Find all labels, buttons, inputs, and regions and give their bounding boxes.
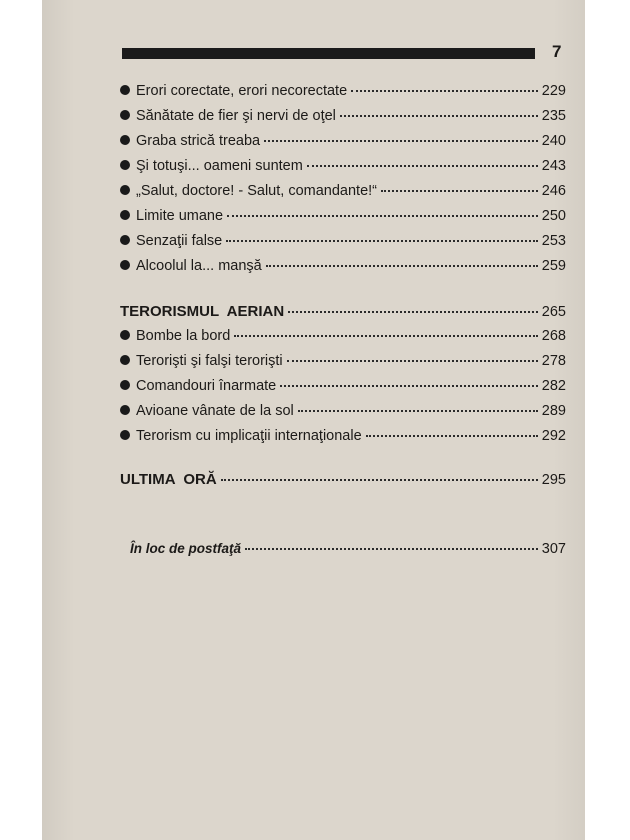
book-page [42, 0, 585, 840]
bullet-icon [120, 430, 130, 440]
dot-leader [266, 264, 538, 267]
bullet-icon [120, 85, 130, 95]
toc-entry-title: Terorism cu implicaţii internaţionale [136, 428, 362, 444]
toc-section [120, 471, 566, 495]
toc-entry-page: 259 [541, 258, 566, 274]
toc-entry [120, 403, 566, 425]
toc-entry-title: Erori corectate, erori necorectate [136, 83, 348, 99]
toc-entry-page: 235 [541, 108, 566, 124]
dot-leader [351, 89, 538, 92]
toc-entry-title: Avioane vânate de la sol [136, 403, 294, 419]
dot-leader [234, 334, 537, 337]
toc-entry-title: Sănătate de fier şi nervi de oţel [136, 108, 336, 124]
dot-leader [366, 434, 538, 437]
toc-entry [120, 83, 566, 105]
bullet-icon [120, 355, 130, 365]
bullet-icon [120, 185, 130, 195]
toc-entry-page: 253 [541, 233, 566, 249]
dot-leader [221, 478, 538, 481]
bullet-icon [120, 110, 130, 120]
toc-entry-page: 289 [541, 403, 566, 419]
toc-entry-page: 250 [541, 208, 566, 224]
toc-section-page: 265 [541, 304, 566, 320]
toc-entry [120, 428, 566, 450]
dot-leader [288, 310, 538, 313]
bullet-icon [120, 210, 130, 220]
toc-entry-title: Graba strică treaba [136, 133, 261, 149]
bullet-icon [120, 260, 130, 270]
toc-section-page: 295 [541, 472, 566, 488]
toc-section-title: ULTIMA ORĂ [120, 471, 217, 488]
bullet-icon [120, 160, 130, 170]
dot-leader [245, 547, 538, 550]
toc-section-title: TERORISMUL AERIAN [120, 303, 285, 320]
dot-leader [287, 359, 538, 362]
toc-entry-page: 240 [541, 133, 566, 149]
dot-leader [226, 239, 538, 242]
toc-entry-title: Alcoolul la... manşă [136, 258, 262, 274]
toc-entry-title: Terorişti şi falşi terorişti [136, 353, 283, 369]
dot-leader [264, 139, 538, 142]
toc-entry-page: 268 [541, 328, 566, 344]
toc-entry-page: 229 [541, 83, 566, 99]
toc-entry [120, 258, 566, 280]
toc-entry-title: Limite umane [136, 208, 224, 224]
bullet-icon [120, 235, 130, 245]
bullet-icon [120, 380, 130, 390]
toc-entry [120, 133, 566, 155]
toc-entry [120, 183, 566, 205]
toc-entry [120, 378, 566, 400]
toc-entry [120, 208, 566, 230]
toc-section [120, 303, 566, 327]
toc-entry-title: Bombe la bord [136, 328, 231, 344]
toc-postface-title: În loc de postfaţă [130, 541, 242, 556]
dot-leader [280, 384, 538, 387]
dot-leader [307, 164, 538, 167]
toc-entry [120, 328, 566, 350]
toc-entry-title: Comandouri înarmate [136, 378, 277, 394]
dot-leader [381, 189, 538, 192]
bullet-icon [120, 135, 130, 145]
dot-leader [298, 409, 538, 412]
dot-leader [340, 114, 538, 117]
toc-postface-page: 307 [541, 541, 566, 557]
header-rule [122, 48, 535, 59]
toc-postface [130, 541, 566, 563]
dot-leader [227, 214, 538, 217]
toc-entry-title: „Salut, doctore! - Salut, comandante!“ [136, 183, 377, 199]
toc-entry-title: Şi totuşi... oameni suntem [136, 158, 303, 174]
toc-entry [120, 108, 566, 130]
page-number: 7 [552, 42, 562, 61]
toc-entry-title: Senzaţii false [136, 233, 223, 249]
toc-entry [120, 158, 566, 180]
toc-entry-page: 282 [541, 378, 566, 394]
toc-entry-page: 278 [541, 353, 566, 369]
toc-entry [120, 353, 566, 375]
toc-entry-page: 292 [541, 428, 566, 444]
bullet-icon [120, 330, 130, 340]
toc-entry [120, 233, 566, 255]
toc-entry-page: 243 [541, 158, 566, 174]
bullet-icon [120, 405, 130, 415]
toc-entry-page: 246 [541, 183, 566, 199]
